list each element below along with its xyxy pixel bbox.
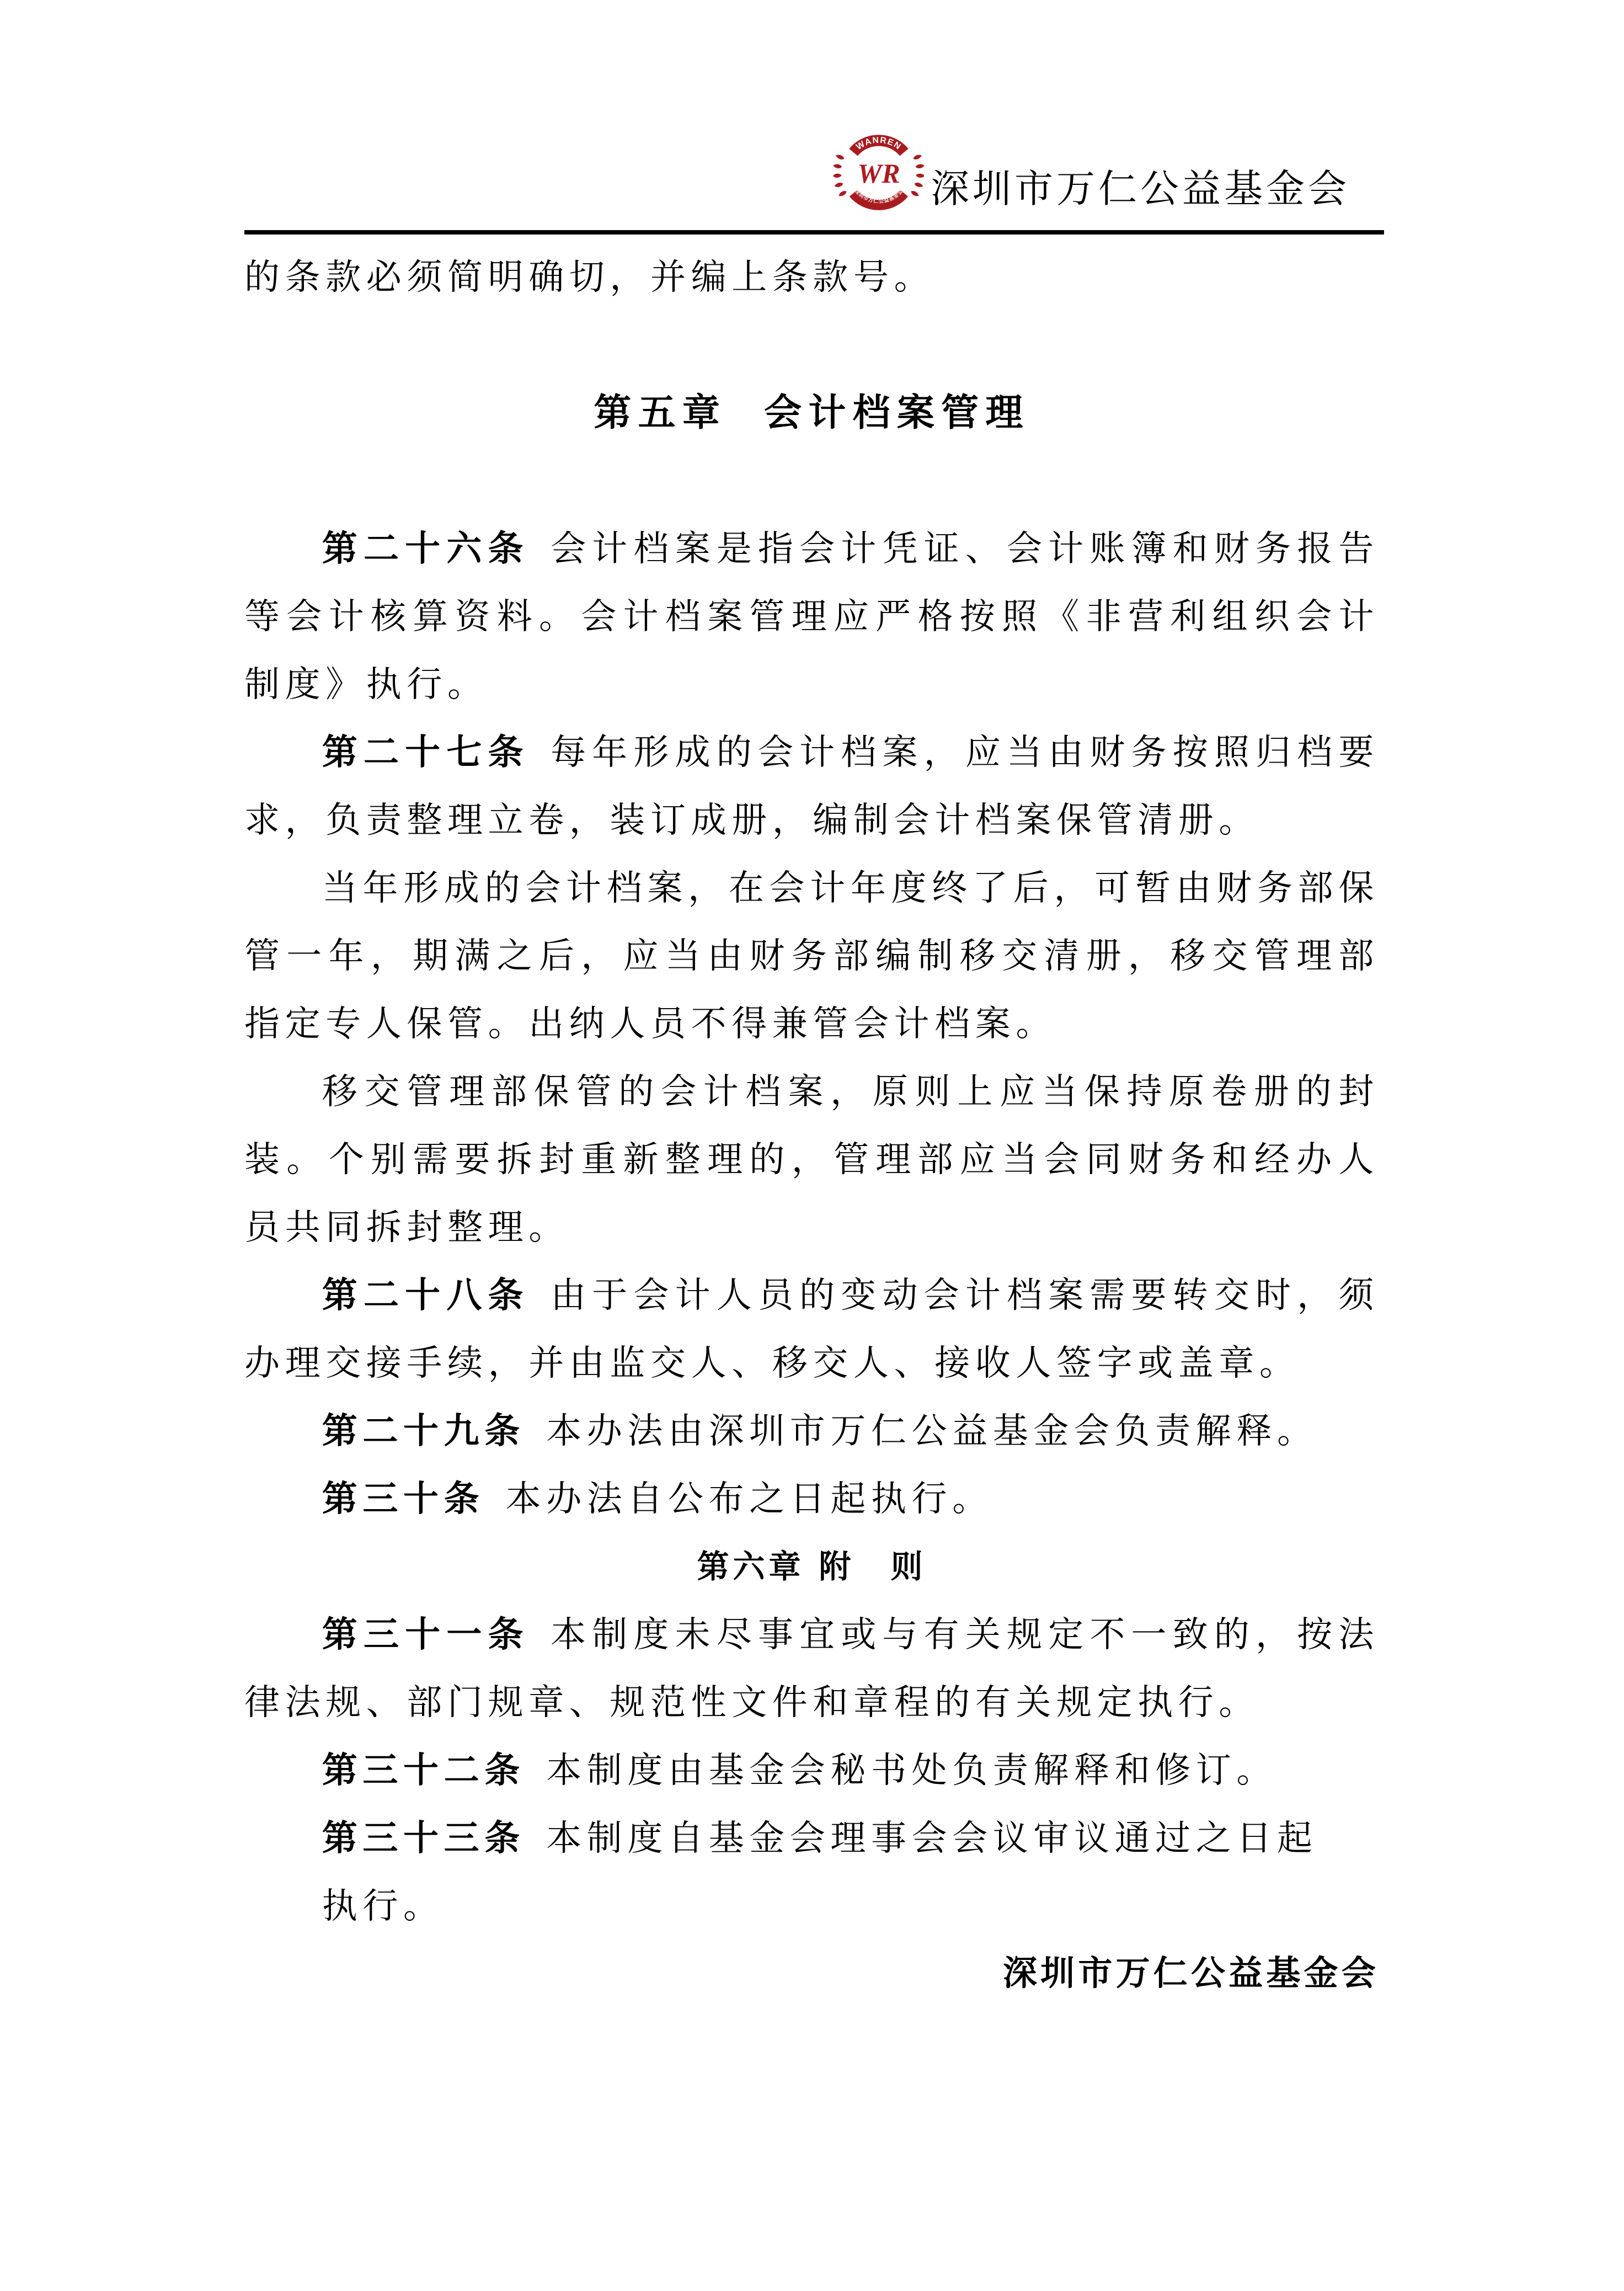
logo-monogram: WR	[857, 158, 900, 189]
article-paragraph	[244, 1804, 1379, 1872]
article-text: 每年形成的会计档案，应当由财务按照归档要求，负责整理立卷，装订成册，编制会计档案保管清册。	[244, 733, 1380, 840]
intro-continuation-line: 的条款必须简明确切，并编上条款号。	[244, 258, 935, 297]
signature-line: 深圳市万仁公益基金会	[1002, 1955, 1379, 1992]
laurel-wreath-right	[910, 153, 924, 198]
article-term: 第二十七条	[322, 733, 530, 772]
article-text: 当年形成的会计档案，在会计年度终了后，可暂由财务部保管一年，期满之后，应当由财务部编制移交清册，移交管理部指定专人保管。出纳人员不得兼管会计档案。	[244, 869, 1379, 1043]
article-term: 第二十八条	[322, 1276, 530, 1315]
article-term: 第二十六条	[322, 529, 530, 568]
foundation-logo-icon	[834, 131, 924, 217]
chapter-heading	[244, 379, 1379, 447]
section-title: 附 则	[819, 1549, 927, 1585]
article-text: 本制度由基金会秘书处负责解释和修订。	[546, 1751, 1277, 1790]
article-text: 本办法自公布之日起执行。	[505, 1479, 993, 1519]
article-paragraph	[244, 1736, 1379, 1804]
article-text: 移交管理部保管的会计档案，原则上应当保持原卷册的封装。个别需要拆封重新整理的，管理部应当会同财务和经办人员共同拆封整理。	[244, 1072, 1379, 1247]
section-heading	[244, 1533, 1379, 1601]
chapter-title: 会计档案管理	[764, 392, 1030, 434]
page-header	[244, 131, 1350, 217]
chapter-number: 第五章	[594, 392, 727, 434]
svg-text:WANREN	[854, 136, 903, 152]
article-text: 本制度未尽事宜或与有关规定不一致的，按法律法规、部门规章、规范性文件和章程的有关规定执行。	[244, 1615, 1380, 1722]
article-paragraph	[244, 1601, 1379, 1736]
article-text: 会计档案是指会计凭证、会计账簿和财务报告等会计核算资料。会计档案管理应严格按照《非营利组织会计制度》执行。	[244, 529, 1380, 704]
article-paragraph	[244, 718, 1379, 854]
article-paragraph	[244, 1465, 1379, 1533]
logo-top-banner-text: WANREN	[854, 135, 903, 152]
section-number: 第六章	[697, 1549, 805, 1585]
logo-bottom-banner-text: 深圳市万仁公益基金会	[853, 188, 904, 204]
article-term: 第三十一条	[322, 1615, 530, 1654]
article-paragraph	[244, 1397, 1379, 1465]
article-paragraph	[244, 1058, 1379, 1261]
article-term: 第二十九条	[322, 1411, 525, 1451]
article-term: 第三十条	[322, 1479, 485, 1519]
article-text: 由于会计人员的变动会计档案需要转交时，须办理交接手续，并由监交人、移交人、接收人签字或盖章。	[244, 1276, 1380, 1383]
continuation-line: 执行。	[322, 1887, 444, 1926]
article-paragraph	[244, 515, 1379, 718]
laurel-wreath-left	[834, 153, 847, 198]
article-paragraph	[244, 854, 1379, 1058]
article-term: 第三十三条	[322, 1819, 525, 1858]
article-text: 本办法由深圳市万仁公益基金会负责解释。	[546, 1411, 1318, 1451]
article-text: 本制度自基金会理事会会议审议通过之日起	[546, 1819, 1318, 1858]
article-term: 第三十二条	[322, 1751, 525, 1790]
article-paragraph	[244, 1261, 1379, 1397]
document-body	[244, 243, 1379, 2008]
header-divider	[244, 230, 1384, 235]
header-org-name: 深圳市万仁公益基金会	[931, 168, 1350, 211]
